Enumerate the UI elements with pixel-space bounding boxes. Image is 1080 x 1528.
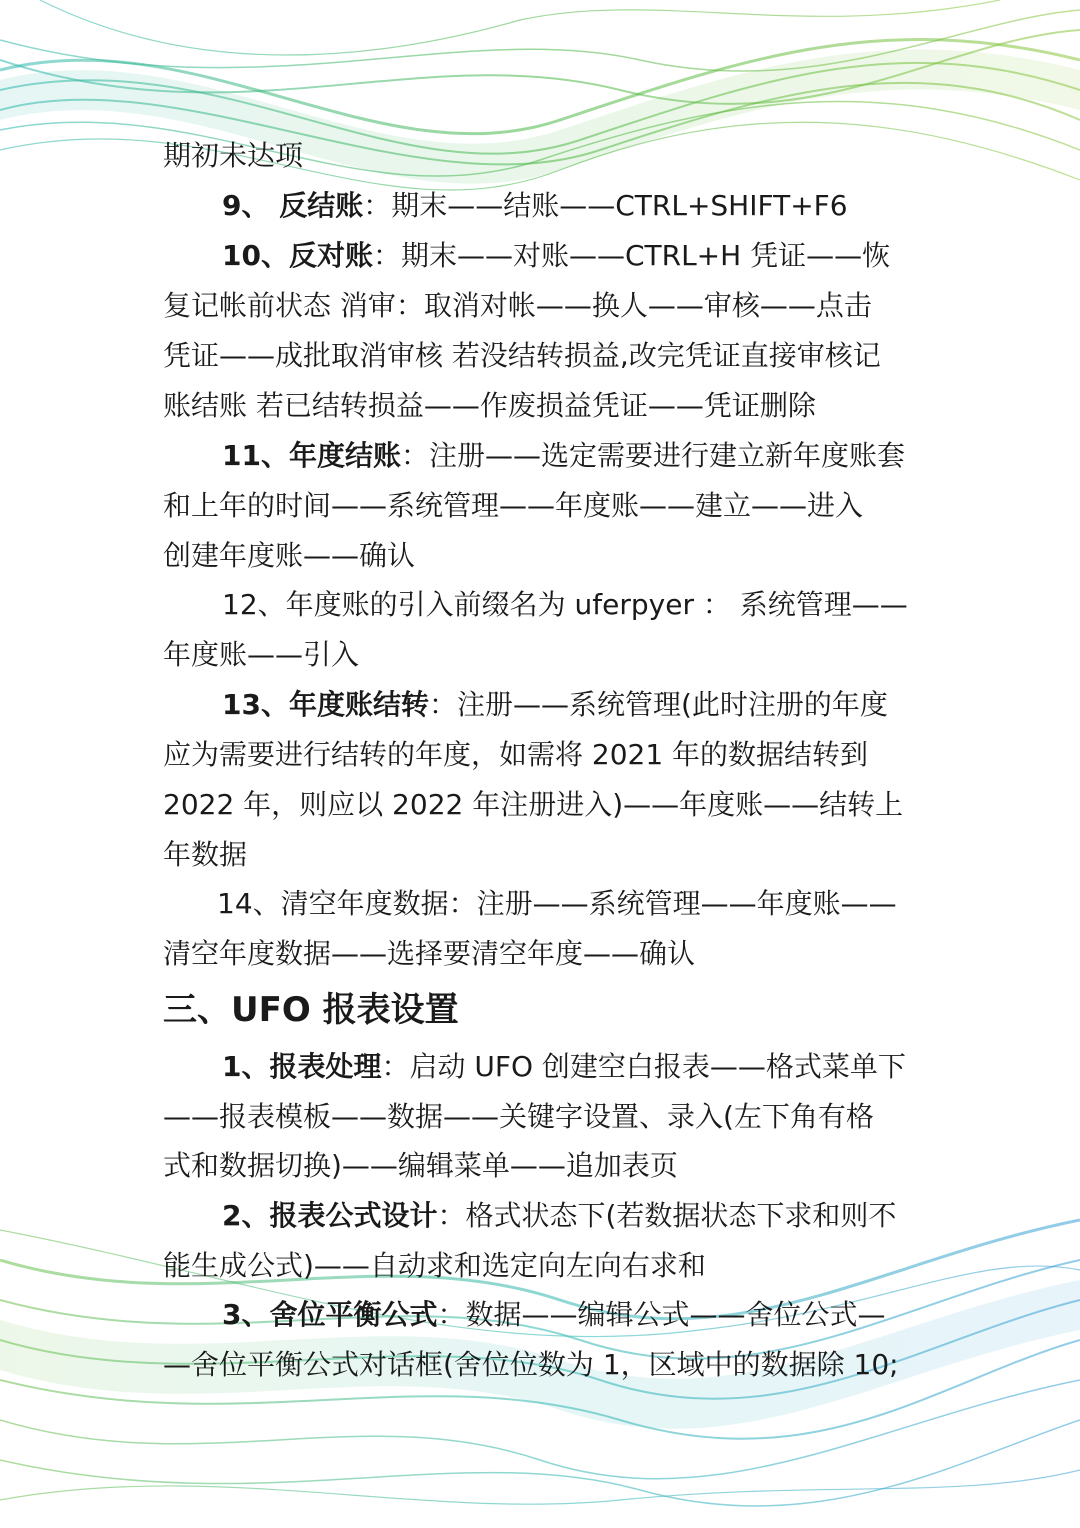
text-line: ——报表模板——数据——关键字设置、录入(左下角有格: [163, 1100, 874, 1133]
text-line: 14、清空年度数据：注册——系统管理——年度账——: [217, 887, 897, 920]
item-heading: 10、反对账: [222, 239, 373, 272]
item-text: ：注册——系统管理(此时注册的年度: [428, 688, 888, 721]
item-text: ：注册——选定需要进行建立新年度账套: [400, 439, 905, 472]
item-text: ：格式状态下(若数据状态下求和则不: [437, 1199, 897, 1232]
text-line: 创建年度账——确认: [163, 539, 416, 572]
item-heading: 1、报表处理: [222, 1050, 382, 1083]
item-text: ：启动 UFO 创建空白报表——格式菜单下: [381, 1050, 906, 1083]
item-heading: 11、年度结账: [222, 439, 401, 472]
item-heading: 9、 反结账: [222, 189, 364, 222]
text-line: [222, 680, 982, 730]
item-heading: 3、舍位平衡公式: [222, 1298, 438, 1331]
text-line: 能生成公式)——自动求和选定向左向右求和: [163, 1249, 706, 1282]
text-line: [222, 1191, 982, 1241]
text-line: 期初未达项: [163, 139, 304, 172]
text-line: 应为需要进行结转的年度，如需将 2021 年的数据结转到: [163, 738, 869, 771]
text-line: 账结账 若已结转损益——作废损益凭证——凭证删除: [163, 389, 816, 422]
item-heading: 13、年度账结转: [222, 688, 429, 721]
text-line: 2022 年，则应以 2022 年注册进入)——年度账——结转上: [163, 788, 904, 821]
text-line: —舍位平衡公式对话框(舍位位数为 1，区域中的数据除 10;: [163, 1348, 899, 1381]
text-line: 式和数据切换)——编辑菜单——追加表页: [163, 1149, 678, 1182]
text-line: 年度账——引入: [163, 638, 360, 671]
text-line: [222, 431, 982, 481]
text-line: [222, 1290, 982, 1340]
item-heading: 2、报表公式设计: [222, 1199, 438, 1232]
text-line: [222, 181, 982, 231]
text-line: [222, 231, 982, 281]
section-heading: 三、UFO 报表设置: [163, 990, 459, 1030]
text-line: 清空年度数据——选择要清空年度——确认: [163, 937, 696, 970]
item-text: ：期末——结账——CTRL+SHIFT+F6: [363, 189, 848, 222]
item-text: ：数据——编辑公式——舍位公式—: [437, 1298, 886, 1331]
text-line: 复记帐前状态 消审：取消对帐——换人——审核——点击: [163, 289, 872, 322]
text-line: 和上年的时间——系统管理——年度账——建立——进入: [163, 489, 864, 522]
item-text: ：期末——对账——CTRL+H 凭证——恢: [372, 239, 891, 272]
text-line: 凭证——成批取消审核 若没结转损益,改完凭证直接审核记: [163, 339, 881, 372]
text-line: 年数据: [163, 838, 248, 871]
text-line: [222, 1042, 982, 1092]
text-line: 12、年度账的引入前缀名为 uferpyer ： 系统管理——: [222, 588, 908, 621]
